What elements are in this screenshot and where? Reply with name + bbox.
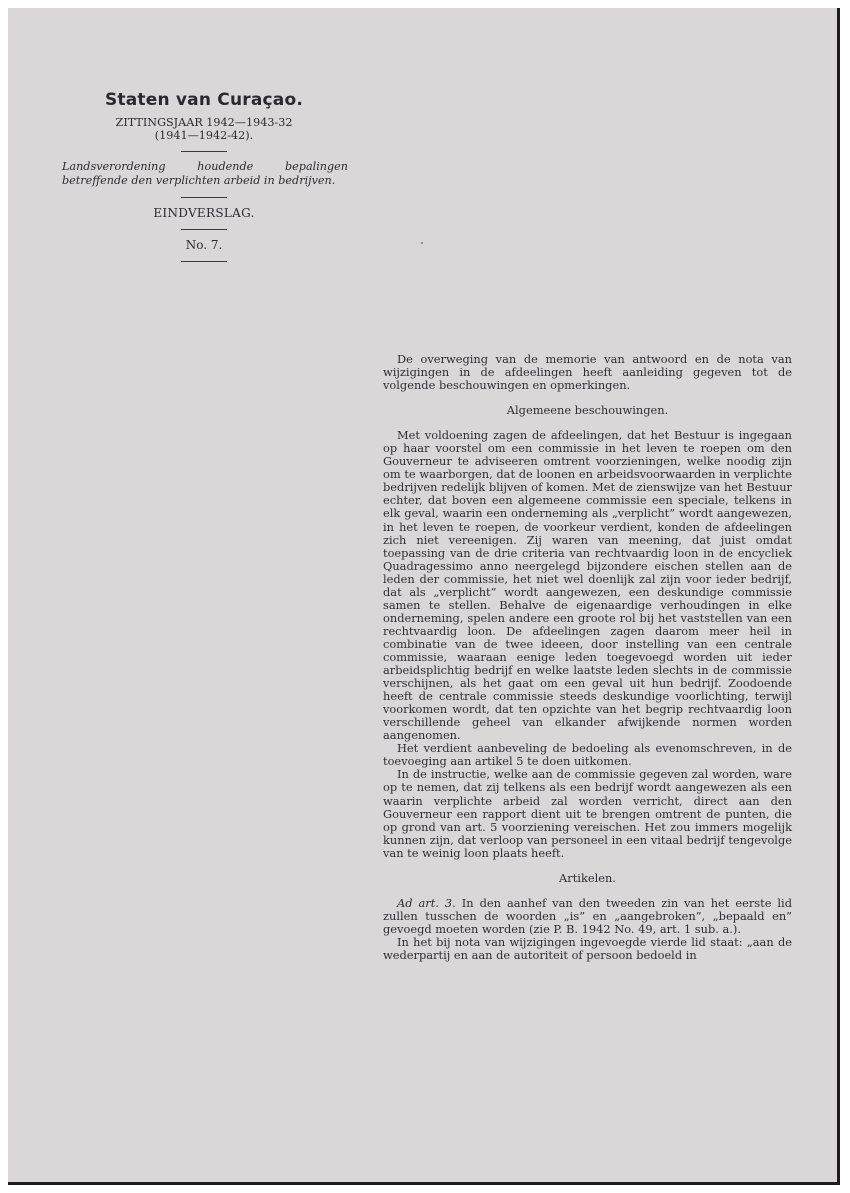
heading-articles: Artikelen.	[559, 870, 616, 885]
article-label: Ad art. 3.	[397, 895, 456, 910]
session-subtitle: (1941—1942-42).	[154, 129, 254, 142]
article-paragraph	[383, 897, 792, 936]
divider	[181, 229, 227, 230]
paragraph: Met voldoening zagen de afdeelingen, dat het Bestuur is ingegaan op haar voorstel om een commissie in het leven te roepen om den Gouverneur te adviseeren omtrent voorzieningen, welke noodig zijn om te waarborgen, dat de loonen en arbeidsvoorwaarden in verplichte bedrijven redelijk blijven of komen. Met de zienswijze van het Bestuur echter, dat boven een algemeene commissie een speciale, telkens in elk geval, waarin een onderneming als „verplicht” wordt aangewezen, in het leven te roepen, de voorkeur verdient, konden de afdeelingen zich niet vereenigen. Zij waren van meening, dat juist omdat toepassing van de drie criteria van rechtvaardig loon in de encycliek Quadragessimo anno neergelegd bijzondere eischen stellen aan de leden der commissie, het niet wel doenlijk zal zijn voor ieder bedrijf, dat als „verplicht” wordt aangewezen, een deskundige commissie samen te stellen. Behalve de eigenaardige verhoudingen in elke onderneming, spelen andere een groote rol bij het vaststellen van een rechtvaardig loon. De afdeelingen zagen daarom meer heil in combinatie van de twee ideeen, door instelling van een centrale commissie, waaraan eenige leden toegevoegd worden uit ieder arbeidsplichtig bedrijf en welke laatste leden slechts in de commissie verschijnen, als het gaat om een geval uit hun bedrijf. Zoodoende heeft de centrale commissie steeds deskundige voorlichting, terwijl voorkomen wordt, dat ten opzichte van het begrip rechtvaardig loon verschillende geheel van elkander afwijkende normen worden aangenomen.	[383, 428, 792, 743]
report-body	[383, 353, 792, 962]
document-page	[8, 8, 840, 1185]
divider	[181, 197, 227, 198]
report-number: No. 7.	[185, 238, 223, 252]
document-title: Staten van Curaçao.	[104, 90, 303, 110]
article-text: In den aanhef van den tweeden zin van het eerste lid zullen tusschen de woorden „is” en „aangebroken”, „bepaald en” gevoegd moeten worden (zie P. B. 1942 No. 49, art. 1 sub. a.).	[383, 895, 792, 936]
paper-speck	[421, 242, 423, 244]
divider	[181, 151, 227, 152]
paragraph: In het bij nota van wijzigingen ingevoegde vierde lid staat: „aan de wederpartij en aan de autoriteit of persoon bedoeld in	[383, 934, 792, 962]
paragraph: Het verdient aanbeveling de bedoeling als evenomschreven, in de toevoeging aan artikel 5 te doen uitkomen.	[383, 741, 792, 769]
header-block	[60, 90, 348, 270]
subject-line: Landsverordening houdende bepalingen betreffende den verplichten arbeid in bedrijven.	[62, 160, 348, 187]
report-type: EINDVERSLAG.	[153, 206, 255, 220]
paragraph: In de instructie, welke aan de commissie gegeven zal worden, ware op te nemen, dat zij telkens als een bedrijf wordt aangewezen als een waarin verplichte arbeid zal worden verricht, direct aan den Gouverneur een rapport dient uit te brengen omtrent de punten, die op grond van art. 5 voorziening vereischen. Het zou immers mogelijk kunnen zijn, dat verloop van personeel in een vitaal bedrijf tengevolge van te weinig loon plaats heeft.	[383, 767, 792, 860]
heading-general: Algemeene beschouwingen.	[506, 403, 669, 418]
divider	[181, 261, 227, 262]
intro-paragraph: De overweging van de memorie van antwoord en de nota van wijzigingen in de afdeelingen heeft aanleiding gegeven tot de volgende beschouwingen en opmerkingen.	[383, 352, 792, 393]
session-year: ZITTINGSJAAR 1942—1943-32	[115, 116, 293, 129]
